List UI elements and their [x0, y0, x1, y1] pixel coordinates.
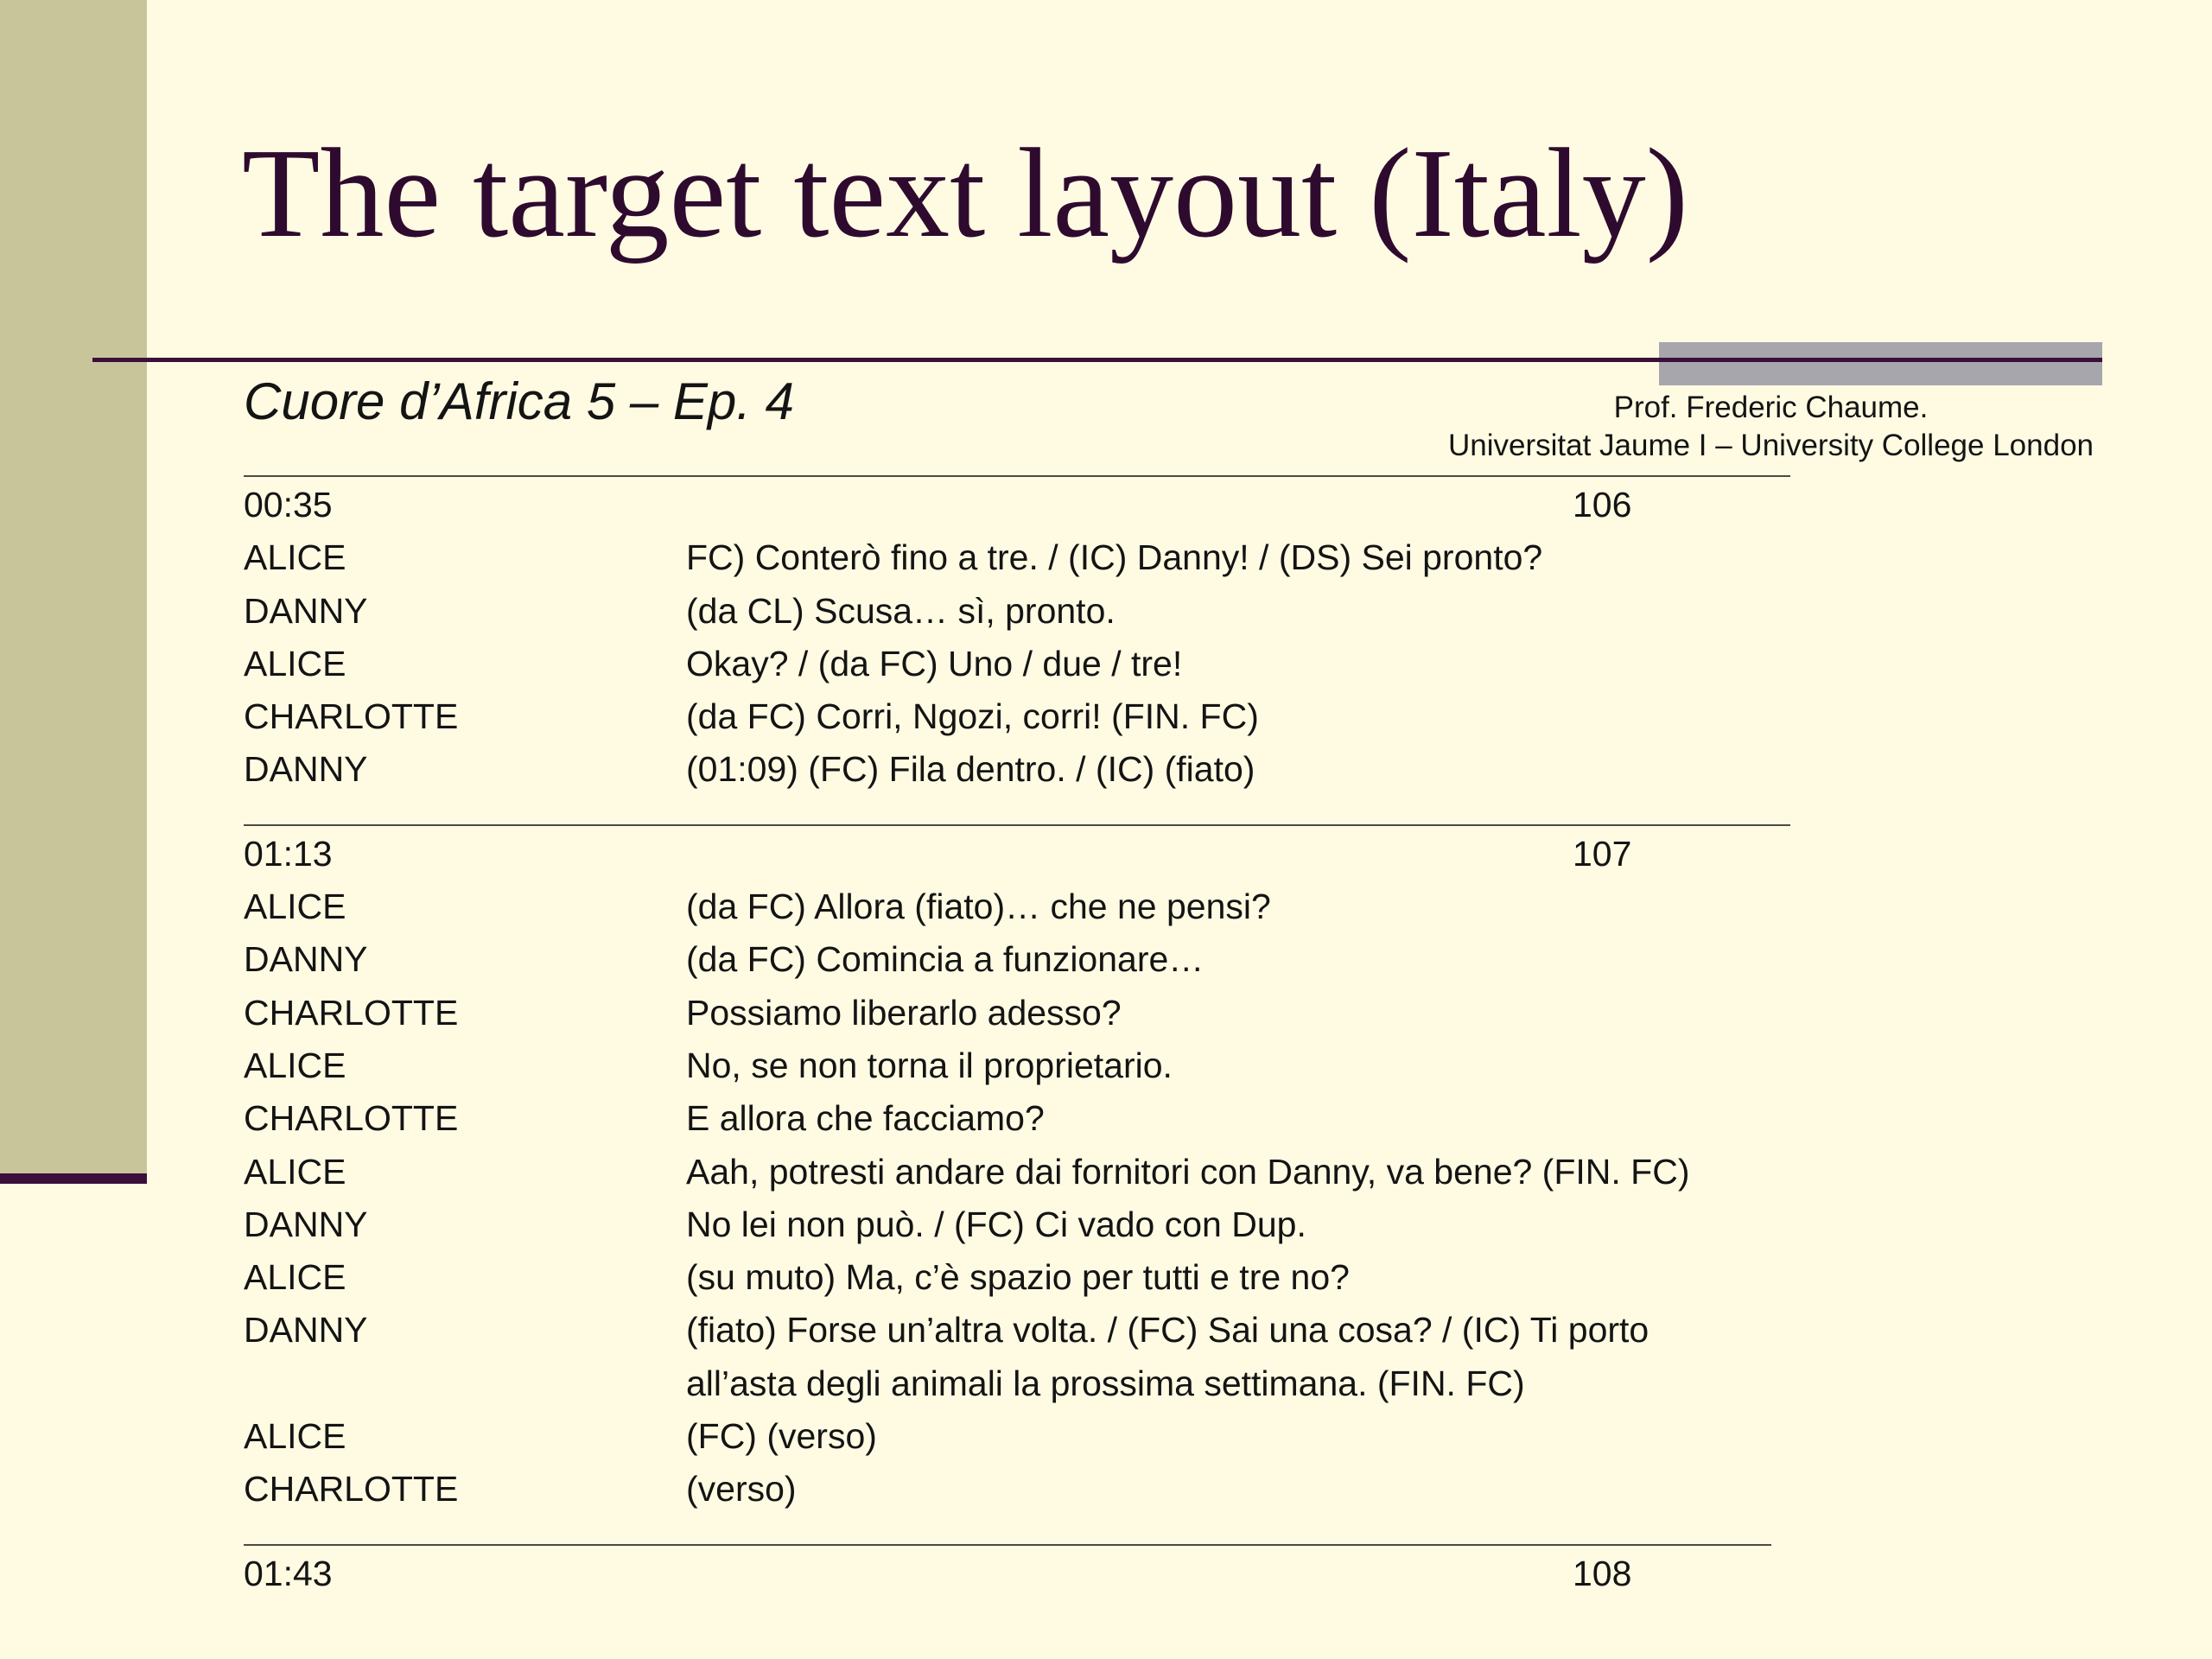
dialogue-line [244, 743, 1790, 796]
speaker-name: CHARLOTTE [244, 992, 459, 1033]
take-separator [244, 824, 1790, 826]
dialogue-text: (da FC) Allora (fiato)… che ne pensi? [686, 887, 1271, 927]
dialogue-line [244, 1146, 1790, 1198]
dialogue-text: (da FC) Corri, Ngozi, corri! (FIN. FC) [686, 696, 1259, 737]
sidebar-accent-line [0, 1173, 147, 1184]
speaker-name: ALICE [244, 1416, 346, 1457]
speaker-name: ALICE [244, 643, 346, 683]
take-number: 106 [1573, 485, 1632, 524]
dialogue-text: Okay? / (da FC) Uno / due / tre! [686, 643, 1183, 683]
dialogue-text: (su muto) Ma, c’è spazio per tutti e tre no? [686, 1257, 1350, 1298]
dialogue-line [244, 585, 1790, 638]
speaker-name: ALICE [244, 537, 346, 578]
dialogue-text: Aah, potresti andare dai fornitori con Danny, va bene? (FIN. FC) [686, 1151, 1690, 1192]
speaker-name: ALICE [244, 1045, 346, 1085]
take-timecode: 01:13 [244, 833, 333, 874]
dialogue-text: (01:09) (FC) Fila dentro. / (IC) (fiato) [686, 749, 1255, 790]
take-header [244, 1548, 1790, 1600]
take-timecode: 01:43 [244, 1553, 333, 1593]
speaker-name: ALICE [244, 887, 346, 927]
speaker-name: CHARLOTTE [244, 1098, 459, 1139]
dialogue-line [244, 531, 1790, 584]
take-separator [244, 1544, 1771, 1546]
dialogue-line-continuation [244, 1357, 1790, 1410]
dialogue-line [244, 1198, 1790, 1251]
credit-author: Prof. Frederic Chaume. [1613, 391, 1929, 424]
dialogue-line [244, 933, 1790, 986]
dialogue-line [244, 1410, 1790, 1463]
slide-title: The target text layout (Italy) [242, 123, 1688, 264]
dubbing-script [244, 475, 1790, 1600]
speaker-name: ALICE [244, 1257, 346, 1298]
sidebar-band [0, 0, 147, 1177]
author-credit [1448, 389, 2094, 465]
speaker-name: CHARLOTTE [244, 696, 459, 737]
dialogue-line [244, 880, 1790, 933]
take-header [244, 479, 1790, 531]
take-separator [244, 475, 1790, 477]
dialogue-line [244, 690, 1790, 743]
dialogue-text: all’asta degli animali la prossima settimana. (FIN. FC) [686, 1363, 1525, 1403]
dialogue-line [244, 1251, 1790, 1304]
dialogue-line [244, 987, 1790, 1039]
dialogue-text: (da CL) Scusa… sì, pronto. [686, 590, 1116, 631]
speaker-name: DANNY [244, 1204, 368, 1244]
dialogue-text: Possiamo liberarlo adesso? [686, 992, 1122, 1033]
speaker-name: CHARLOTTE [244, 1469, 459, 1510]
take-block [244, 1544, 1790, 1600]
dialogue-line [244, 1463, 1790, 1516]
dialogue-text: (verso) [686, 1469, 797, 1510]
speaker-name: DANNY [244, 749, 368, 790]
dialogue-line [244, 1092, 1790, 1145]
speaker-name: DANNY [244, 939, 368, 980]
dialogue-text: No, se non torna il proprietario. [686, 1045, 1173, 1085]
take-block [244, 475, 1790, 797]
take-block [244, 824, 1790, 1516]
dialogue-text: No lei non può. / (FC) Ci vado con Dup. [686, 1204, 1306, 1244]
dialogue-text: (FC) (verso) [686, 1416, 877, 1457]
speaker-name: DANNY [244, 1310, 368, 1351]
dialogue-text: (da FC) Comincia a funzionare… [686, 939, 1205, 980]
dialogue-line [244, 638, 1790, 690]
credit-affiliation: Universitat Jaume I – University College London [1447, 429, 2094, 462]
dialogue-text: E allora che facciamo? [686, 1098, 1045, 1139]
take-header [244, 828, 1790, 880]
take-timecode: 00:35 [244, 485, 333, 524]
take-number: 108 [1573, 1553, 1632, 1593]
speaker-name: DANNY [244, 590, 368, 631]
take-number: 107 [1573, 833, 1632, 874]
dialogue-text: FC) Conterò fino a tre. / (IC) Danny! / (DS) Sei pronto? [686, 537, 1543, 578]
episode-subtitle: Cuore d’Africa 5 – Ep. 4 [244, 372, 795, 430]
dialogue-text: (fiato) Forse un’altra volta. / (FC) Sai una cosa? / (IC) Ti porto [686, 1310, 1649, 1351]
dialogue-line [244, 1304, 1790, 1357]
title-divider-accent [1659, 342, 2102, 385]
speaker-name: ALICE [244, 1151, 346, 1192]
dialogue-line [244, 1039, 1790, 1092]
